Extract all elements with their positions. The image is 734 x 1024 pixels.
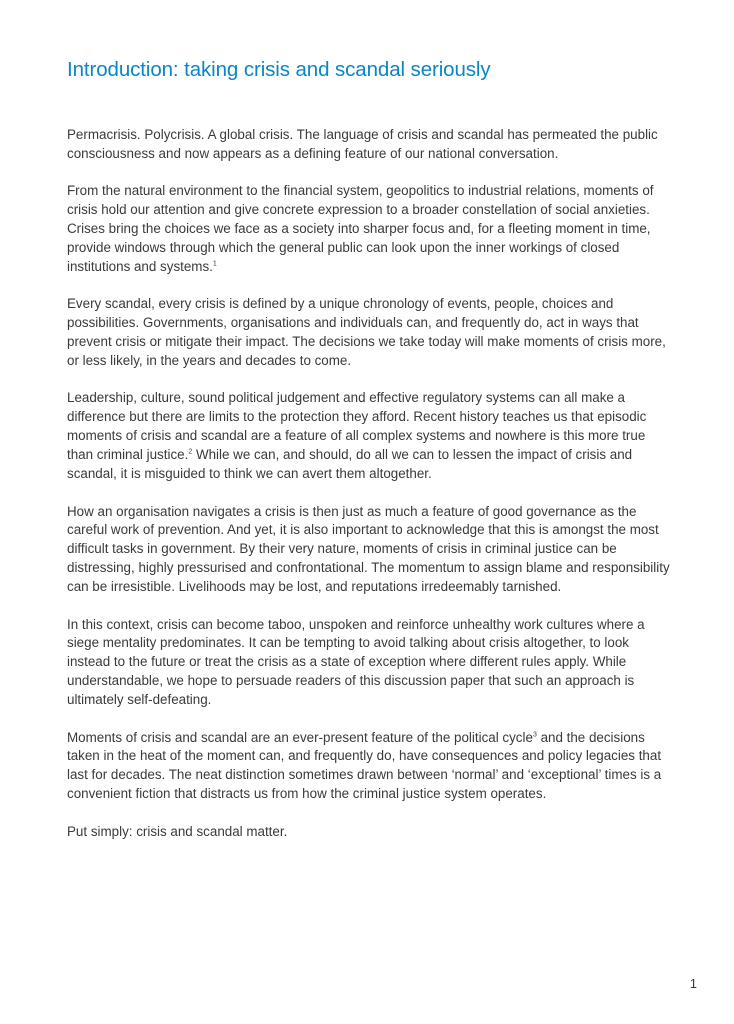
paragraph	[67, 616, 671, 711]
paragraph-text: Put simply: crisis and scandal matter.	[67, 823, 288, 839]
paragraph-text: and the decisions taken in the heat of the moment can, and frequently do, have consequences and policy legacies that last for decades. The neat distinction sometimes drawn between ‘normal’ and ‘exceptional’ times is a convenient fiction that distracts us from how the criminal justice system operates.	[67, 729, 662, 802]
paragraph	[67, 389, 671, 484]
paragraph	[67, 126, 671, 164]
paragraph-text: While we can, and should, do all we can to lessen the impact of crisis and scandal, it is misguided to think we can avert them altogether.	[67, 447, 633, 482]
paragraph	[67, 823, 671, 842]
paragraph-text: Moments of crisis and scandal are an ever-present feature of the political cycle	[67, 729, 533, 745]
footnote-marker[interactable]: 3	[532, 731, 537, 739]
paragraph-text: Every scandal, every crisis is defined by a unique chronology of events, people, choices and possibilities. Governments, organisations and individuals can, and frequently do, act in ways that prevent crisis or mitigate their impact. The decisions we take today will make moments of crisis more, or less likely, in the years and decades to come.	[67, 296, 666, 369]
page-number: 1	[689, 976, 697, 991]
paragraph-text: In this context, crisis can become taboo, unspoken and reinforce unhealthy work cultures where a siege mentality predominates. It can be tempting to avoid talking about crisis altogether, to look instead to the future or treat the crisis as a state of exception where different rules apply. While understandable, we hope to persuade readers of this discussion paper that such an approach is ultimately self-defeating.	[67, 616, 645, 708]
paragraph-text: From the natural environment to the financial system, geopolitics to industrial relations, moments of crisis hold our attention and give concrete expression to a broader constellation of social anxieties. Crises bring the choices we face as a society into sharper focus and, for a fleeting moment in time, provide windows through which the general public can look upon the inner workings of closed institutions and systems.	[67, 183, 654, 274]
paragraph-text: Permacrisis. Polycrisis. A global crisis. The language of crisis and scandal has permeated the public consciousness and now appears as a defining feature of our national conversation.	[67, 127, 658, 161]
paragraph	[67, 182, 671, 277]
body-text	[67, 126, 671, 860]
paragraph	[67, 295, 671, 371]
paragraph-text: How an organisation navigates a crisis is then just as much a feature of good governance as the careful work of prevention. And yet, it is also important to acknowledge that this is amongst the most difficult tasks in government. By their very nature, moments of crisis in criminal justice can be distressing, highly pressurised and confrontational. The momentum to assign blame and responsibility can be irresistible. Livelihoods may be lost, and reputations irredeemably tarnished.	[67, 503, 670, 595]
page-title: Introduction: taking crisis and scandal seriously	[67, 58, 491, 81]
footnote-marker[interactable]: 1	[212, 260, 217, 268]
footnote-marker[interactable]: 2	[188, 448, 193, 456]
paragraph	[67, 503, 671, 598]
paragraph	[67, 729, 671, 805]
paragraph-text: Leadership, culture, sound political judgement and effective regulatory systems can all make a difference but there are limits to the protection they afford. Recent history teaches us that episodic moments of crisis and scandal are a feature of all complex systems and nowhere is this more true than criminal justice.	[67, 390, 647, 463]
